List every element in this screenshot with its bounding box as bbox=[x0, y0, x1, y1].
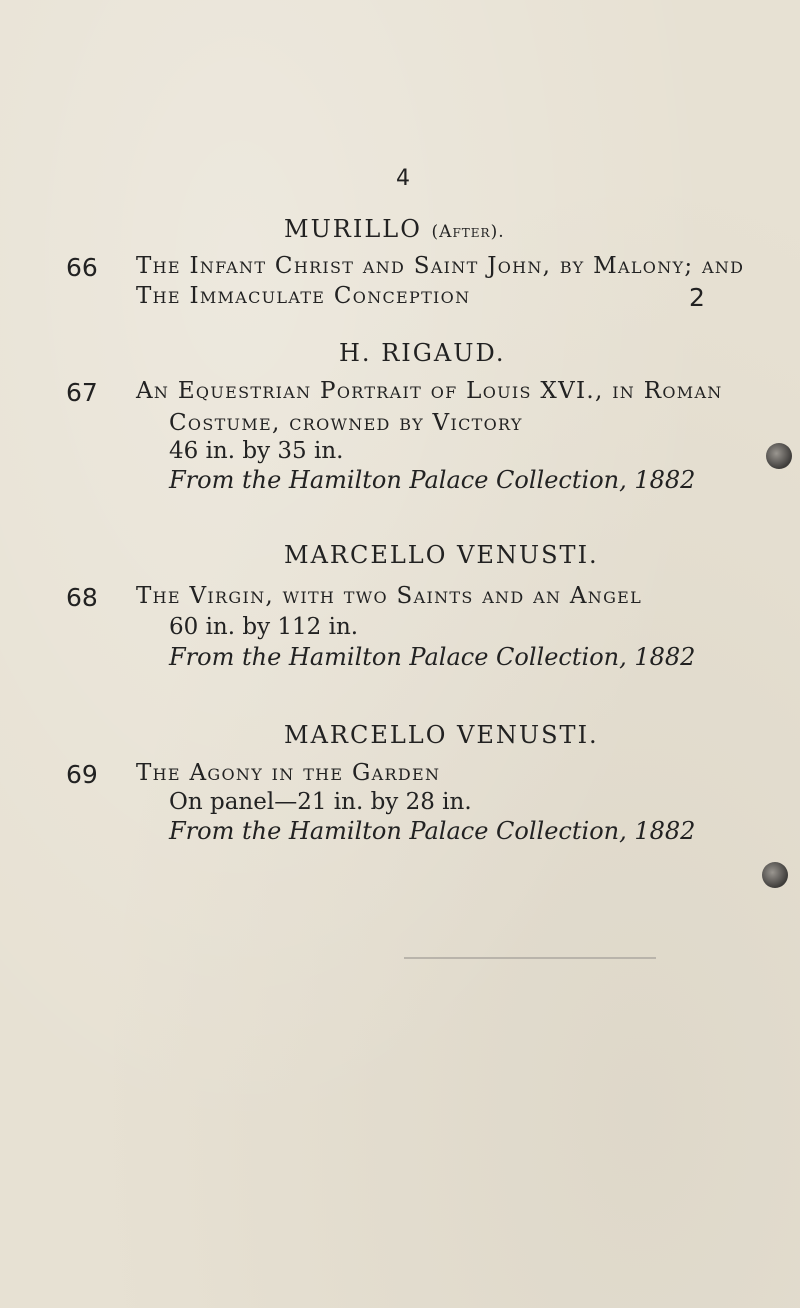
stamp-mark bbox=[766, 443, 792, 469]
lot-provenance: From the Hamilton Palace Collection, 1882 bbox=[169, 817, 696, 845]
section-heading-venusti: MARCELLO VENUSTI. bbox=[284, 721, 599, 749]
lot-number: 66 bbox=[66, 253, 98, 282]
lot-provenance: From the Hamilton Palace Collection, 1882 bbox=[169, 466, 696, 494]
section-heading-murillo bbox=[284, 215, 505, 243]
lot-number: 69 bbox=[66, 760, 98, 789]
section-heading-rigaud: H. RIGAUD. bbox=[339, 339, 506, 367]
artist-name: MURILLO bbox=[284, 215, 422, 243]
lot-title-line1: The Virgin, with two Saints and an Angel bbox=[136, 583, 643, 609]
lot-title-line1: The Agony in the Garden bbox=[136, 760, 441, 786]
artist-attribution: (After). bbox=[431, 222, 505, 242]
stamp-mark bbox=[762, 862, 788, 888]
lot-number: 68 bbox=[66, 583, 98, 612]
lot-title-line1: An Equestrian Portrait of Louis XVI., in Roman bbox=[136, 378, 723, 404]
lot-title-line1: The Infant Christ and Saint John, by Malony; and bbox=[136, 253, 745, 279]
lot-number: 67 bbox=[66, 378, 98, 407]
lot-provenance: From the Hamilton Palace Collection, 1882 bbox=[169, 643, 696, 671]
divider-rule bbox=[404, 957, 656, 959]
page-number: 4 bbox=[396, 166, 410, 191]
lot-title-line2: Costume, crowned by Victory bbox=[169, 410, 523, 436]
lot-title-line2: The Immaculate Conception bbox=[136, 283, 471, 309]
lot-dimensions: On panel—21 in. by 28 in. bbox=[169, 789, 472, 815]
lot-dimensions: 60 in. by 112 in. bbox=[169, 614, 359, 640]
section-heading-venusti: MARCELLO VENUSTI. bbox=[284, 541, 599, 569]
lot-dimensions: 46 in. by 35 in. bbox=[169, 438, 344, 464]
lot-trailing-figure: 2 bbox=[689, 283, 705, 312]
